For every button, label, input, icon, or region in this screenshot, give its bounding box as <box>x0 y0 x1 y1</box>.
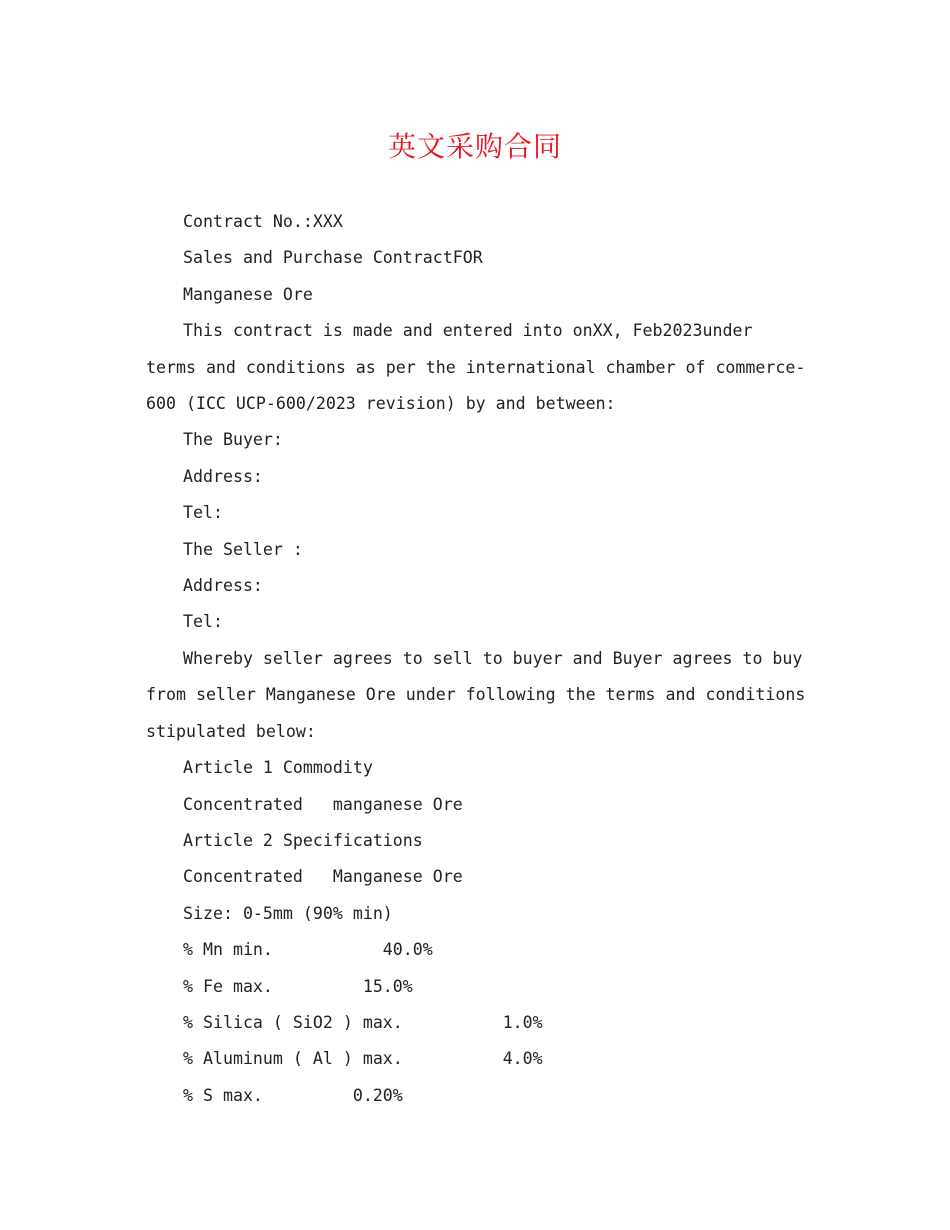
spec-sulfur: % S max. 0.20% <box>183 1085 403 1105</box>
paragraph-contract-no: Contract No.:XXX <box>183 212 343 231</box>
spec-silica: % Silica ( SiO2 ) max. 1.0% <box>183 1012 543 1032</box>
paragraph-seller-tel: Tel: <box>183 612 223 632</box>
paragraph-buyer-address: Address: <box>183 466 263 486</box>
spec-size: Size: 0-5mm (90% min) <box>183 903 393 923</box>
paragraph-buyer: The Buyer: <box>183 430 283 450</box>
paragraph-contract-type: Sales and Purchase ContractFOR <box>183 248 483 268</box>
paragraph-commodity-name: Manganese Ore <box>183 284 313 304</box>
paragraph-agreement: Whereby seller agrees to sell to buyer and Buyer agrees to buy from seller Manganese Ore under following the terms and conditions stipulated below: <box>146 648 816 741</box>
paragraph-seller: The Seller : <box>183 539 303 559</box>
paragraph-article-2-body: Concentrated Manganese Ore <box>183 867 463 887</box>
spec-mn: % Mn min. 40.0% <box>183 940 433 960</box>
paragraph-article-1: Article 1 Commodity <box>183 758 373 778</box>
paragraph-article-1-body: Concentrated manganese Ore <box>183 794 463 814</box>
paragraph-seller-address: Address: <box>183 576 263 596</box>
paragraph-buyer-tel: Tel: <box>183 503 223 523</box>
paragraph-preamble: This contract is made and entered into onXX, Feb2023under terms and conditions as per the international chamber of commerce-600 (ICC UCP-600/2023 revision) by and between: <box>146 321 806 414</box>
spec-aluminum: % Aluminum ( Al ) max. 4.0% <box>183 1049 543 1069</box>
document-body <box>146 204 816 1114</box>
document-title: 英文采购合同 <box>387 130 562 163</box>
spec-fe: % Fe max. 15.0% <box>183 976 413 996</box>
paragraph-article-2: Article 2 Specifications <box>183 830 423 850</box>
